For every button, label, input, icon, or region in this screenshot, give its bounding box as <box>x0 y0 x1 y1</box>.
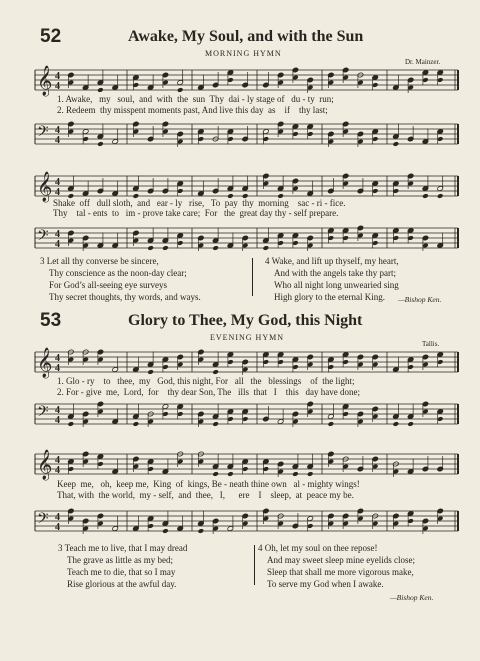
verse-line: 3 Let all thy converse be sincere, <box>40 256 159 266</box>
hymn-subtitle: MORNING HYMN <box>205 49 282 58</box>
verse-line: Thy conscience as the noon-day clear; <box>49 268 187 278</box>
svg-text:4: 4 <box>55 522 60 533</box>
verse-divider <box>252 258 253 296</box>
verse-line: For God’s all-seeing eye surveys <box>49 280 167 290</box>
treble-clef-icon: 𝄞 <box>37 348 53 378</box>
verse-line: Rise glorious at the awful day. <box>67 579 177 589</box>
svg-text:4: 4 <box>55 81 60 92</box>
lyric-line: 1. Glo - ry to thee, my God, this night, For all the blessings of the light; <box>57 376 355 386</box>
hymn-title: Awake, My Soul, and with the Sun <box>128 28 364 45</box>
hymn-title: Glory to Thee, My God, this Night <box>128 312 363 329</box>
svg-text:4: 4 <box>55 415 60 426</box>
hymn-number: 53 <box>40 310 62 331</box>
treble-clef-icon: 𝄞 <box>37 66 53 96</box>
svg-text:4: 4 <box>55 363 60 374</box>
svg-text:4: 4 <box>55 135 60 146</box>
lyric-line: 2. For - give me, Lord, for thy dear Son, The ills that I this day have done; <box>57 387 361 397</box>
verse-line: To serve my God when I awake. <box>267 579 384 589</box>
bass-clef-icon: 𝄢 <box>37 510 49 531</box>
composer-credit: Dr. Mainzer. <box>405 58 441 66</box>
bass-clef-icon: 𝄢 <box>37 227 49 248</box>
svg-text:4: 4 <box>55 229 60 240</box>
svg-text:4: 4 <box>55 465 60 476</box>
svg-text:4: 4 <box>55 455 60 466</box>
music-staff-bass <box>0 505 480 545</box>
attribution: —Bishop Ken. <box>398 295 442 304</box>
verse-line: Thy secret thoughts, thy words, and ways. <box>49 292 201 302</box>
hymn-subtitle: EVENING HYMN <box>210 333 284 342</box>
lyric-line: That, with the world, my - self, and thee, I, ere I sleep, at peace my be. <box>57 490 354 500</box>
svg-text:4: 4 <box>55 353 60 364</box>
verse-line: And with the angels take thy part; <box>274 268 396 278</box>
verse-block <box>58 542 187 590</box>
treble-clef-icon: 𝄞 <box>37 450 53 480</box>
svg-text:4: 4 <box>55 187 60 198</box>
svg-text:4: 4 <box>55 125 60 136</box>
treble-clef-icon: 𝄞 <box>37 172 53 202</box>
verse-line: Teach me to die, that so I may <box>67 567 176 577</box>
lyric-line: Keep me, oh, keep me, King of kings, Be - neath thine own al - mighty wings! <box>57 479 360 489</box>
verse-line: Sleep that shall me more vigorous make, <box>267 567 414 577</box>
lyric-line: 1. Awake, my soul, and with the sun Thy dai - ly stage of du - ty run; <box>57 94 334 104</box>
verse-line: 3 Teach me to live, that I may dread <box>58 543 188 553</box>
lyric-line: Shake off dull sloth, and ear - ly rise, To pay thy morning sac - ri - fice. <box>53 198 346 208</box>
music-staff-bass <box>0 118 480 158</box>
svg-text:4: 4 <box>55 405 60 416</box>
svg-text:4: 4 <box>55 512 60 523</box>
svg-text:4: 4 <box>55 177 60 188</box>
verse-line: And may sweet sleep mine eyelids close; <box>267 555 415 565</box>
verse-line: Who all night long unwearied sing <box>274 280 399 290</box>
verse-divider <box>254 545 255 585</box>
bass-clef-icon: 𝄢 <box>37 123 49 144</box>
verse-line: The grave as little as my bed; <box>67 555 173 565</box>
bass-clef-icon: 𝄢 <box>37 403 49 424</box>
hymn-number: 52 <box>40 26 62 47</box>
lyric-line: Thy tal - ents to im - prove take care; For the great day thy - self prepare. <box>53 208 339 218</box>
verse-block <box>40 255 201 303</box>
music-staff-bass <box>0 398 480 438</box>
verse-line: 4 Oh, let my soul on thee repose! <box>258 543 378 553</box>
svg-text:4: 4 <box>55 239 60 250</box>
verse-line: High glory to the eternal King. <box>274 292 385 302</box>
verse-block <box>258 542 415 590</box>
svg-text:4: 4 <box>55 71 60 82</box>
composer-credit: Tallis. <box>422 340 440 348</box>
lyric-line: 2. Redeem thy misspent moments past, And live this day as if thy last; <box>57 105 328 115</box>
verse-block <box>265 255 399 303</box>
attribution: —Bishop Ken. <box>390 593 434 602</box>
verse-line: 4 Wake, and lift up thyself, my heart, <box>265 256 399 266</box>
